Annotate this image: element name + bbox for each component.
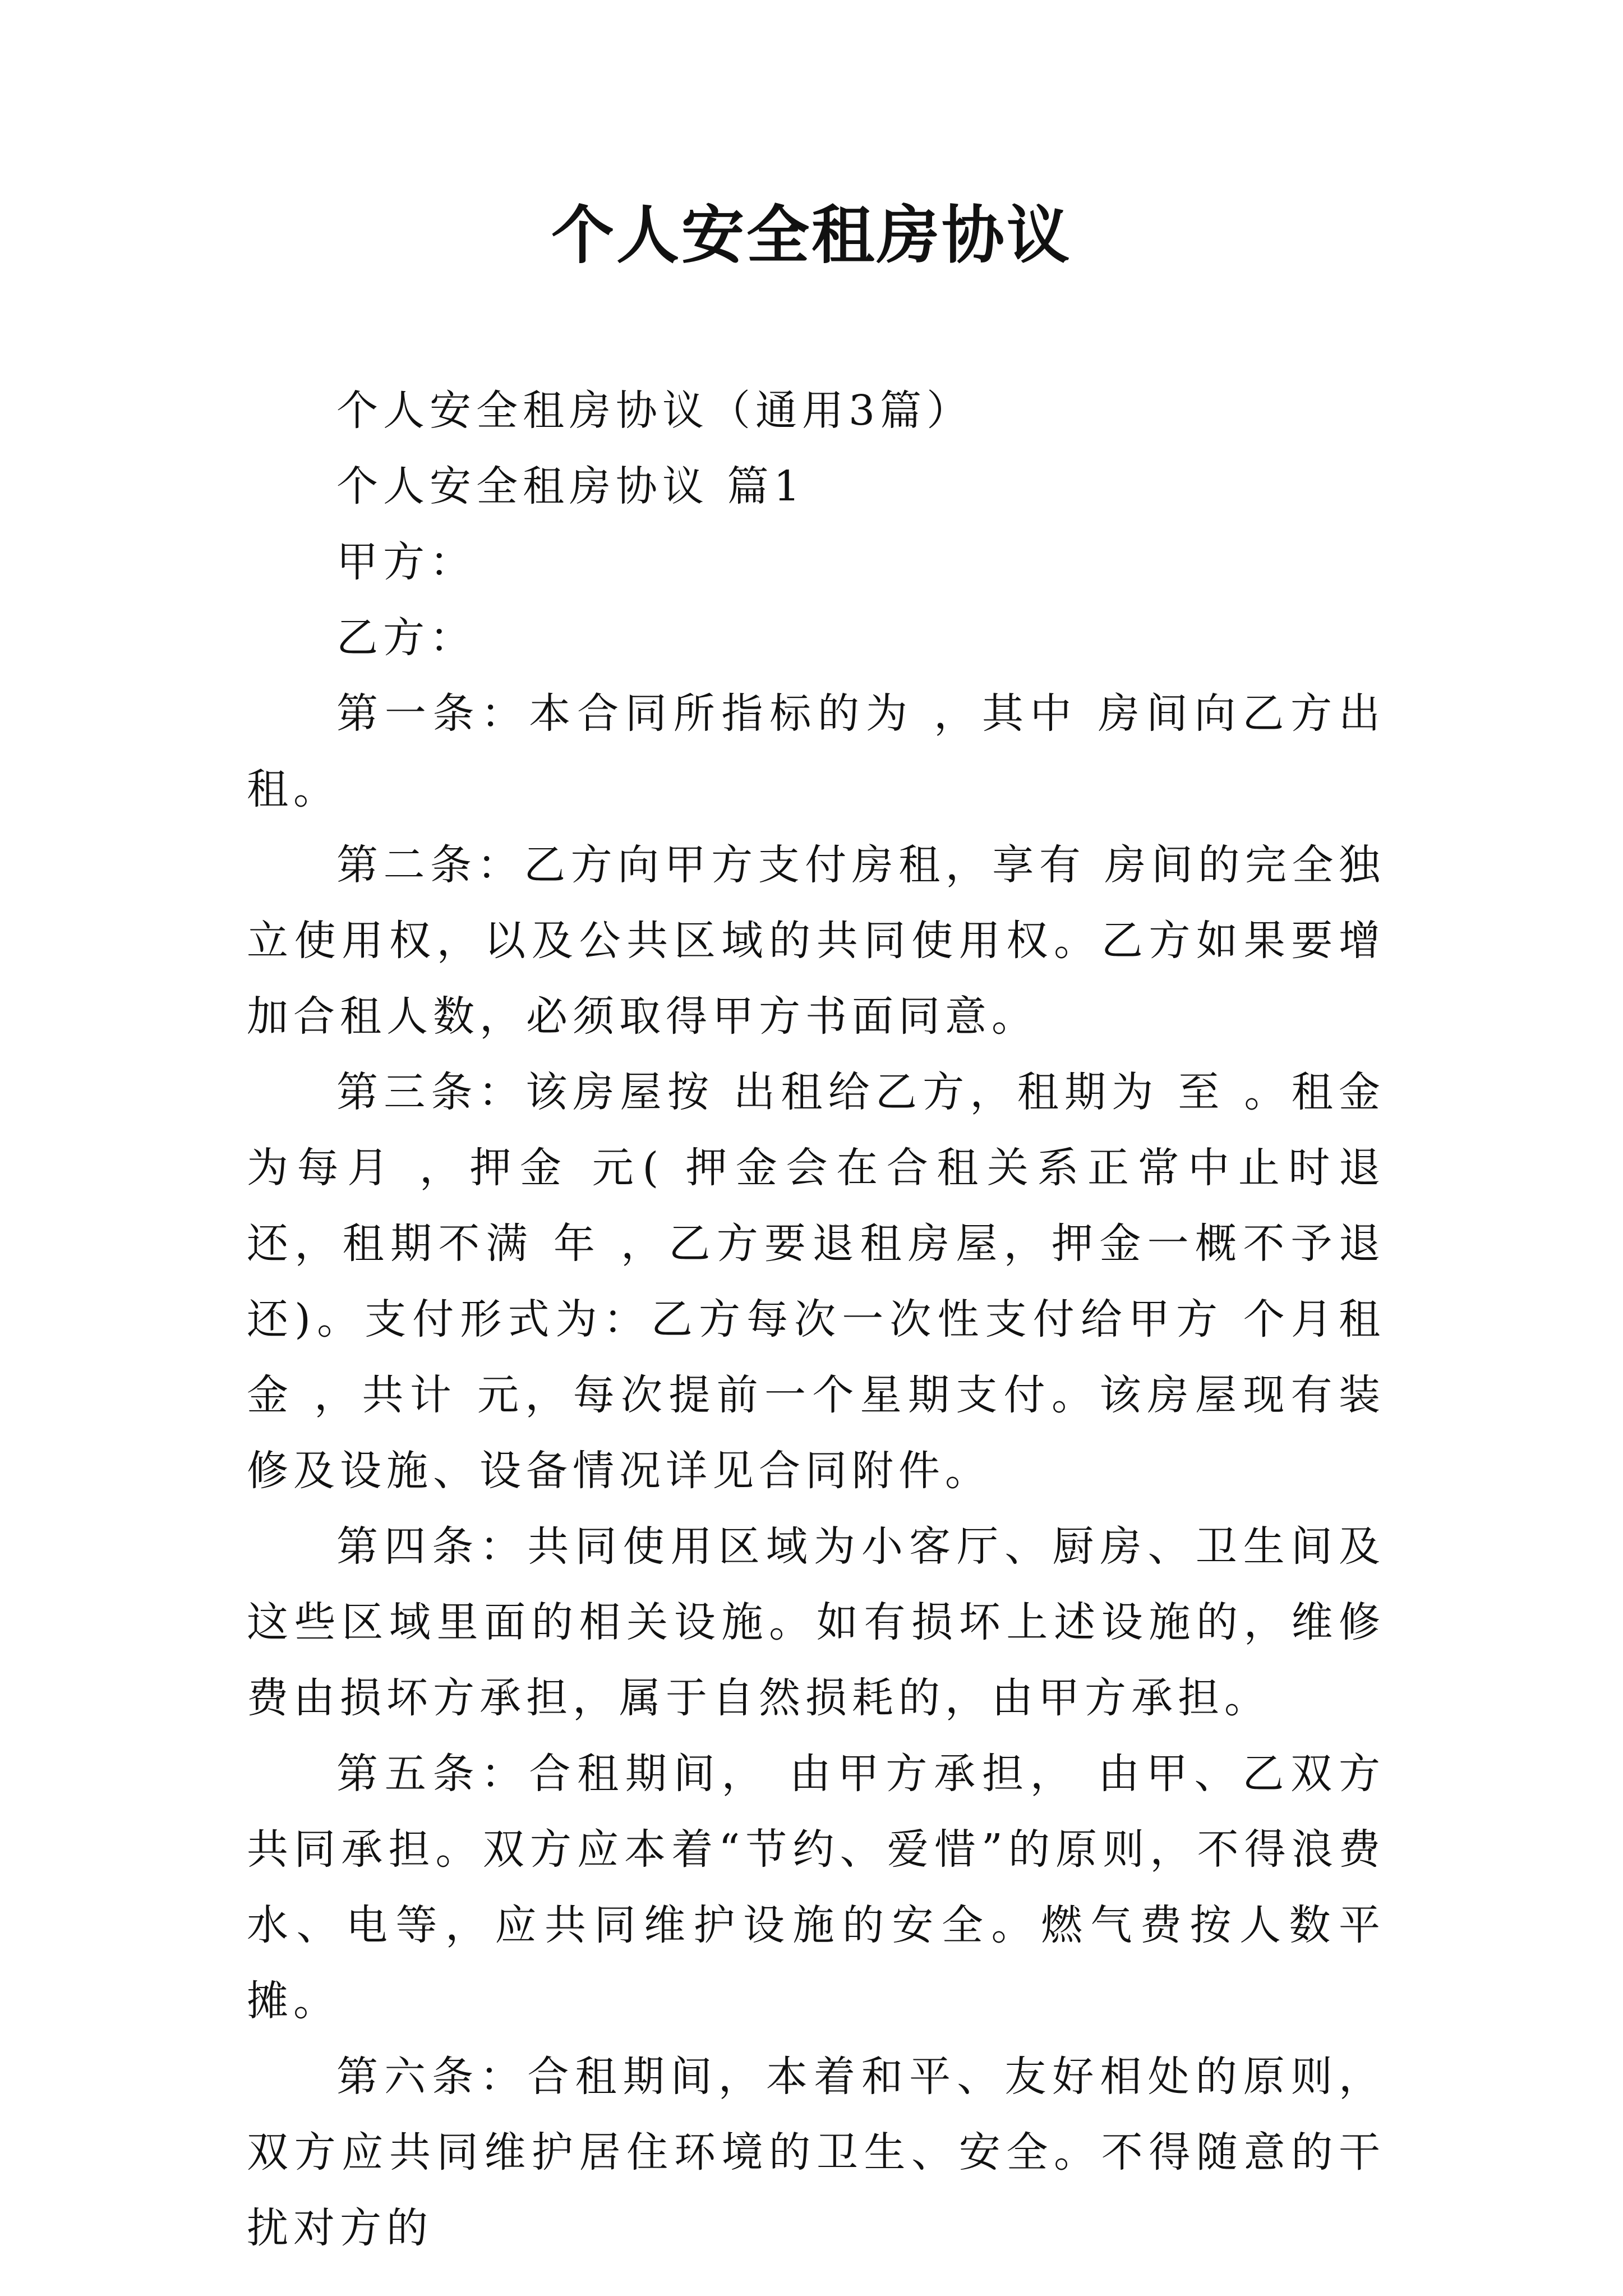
document-title: 个人安全租房协议	[551, 199, 1072, 272]
article-2: 第二条：乙方向甲方支付房租，享有 房间的完全独立使用权，以及公共区域的共同使用权。乙方如果要增加合租人数，必须取得甲方书面同意。	[247, 841, 1385, 1041]
section-heading: 个人安全租房协议 篇1	[336, 462, 805, 510]
article-1: 第一条：本合同所指标的为 ，其中 房间向乙方出租。	[247, 689, 1385, 813]
article-3: 第三条：该房屋按 出租给乙方，租期为 至 。租金为每月 ，押金 元( 押金会在合租关系正常中止时退还，租期不满 年 ，乙方要退租房屋，押金一概不予退还)。支付形式为：乙方每次一次性支付给甲方 个月租金 ，共计 元，每次提前一个星期支付。该房屋现有装修及设施、设备情况详见合同附件。	[247, 1068, 1385, 1495]
subtitle-paragraph: 个人安全租房协议（通用3篇）	[336, 386, 974, 435]
article-5: 第五条：合租期间， 由甲方承担， 由甲、乙双方共同承担。双方应本着“节约、爱惜”的原则，不得浪费水、电等，应共同维护设施的安全。燃气费按人数平摊。	[247, 1750, 1385, 2025]
party-a-line: 甲方：	[336, 538, 476, 586]
article-4: 第四条：共同使用区域为小客厅、厨房、卫生间及这些区域里面的相关设施。如有损坏上述设施的，维修费由损坏方承担，属于自然损耗的，由甲方承担。	[247, 1522, 1385, 1722]
article-6: 第六条：合租期间，本着和平、友好相处的原则，双方应共同维护居住环境的卫生、安全。不得随意的干扰对方的	[247, 2053, 1385, 2252]
document-body	[247, 373, 1385, 2266]
party-b-line: 乙方：	[336, 614, 476, 662]
